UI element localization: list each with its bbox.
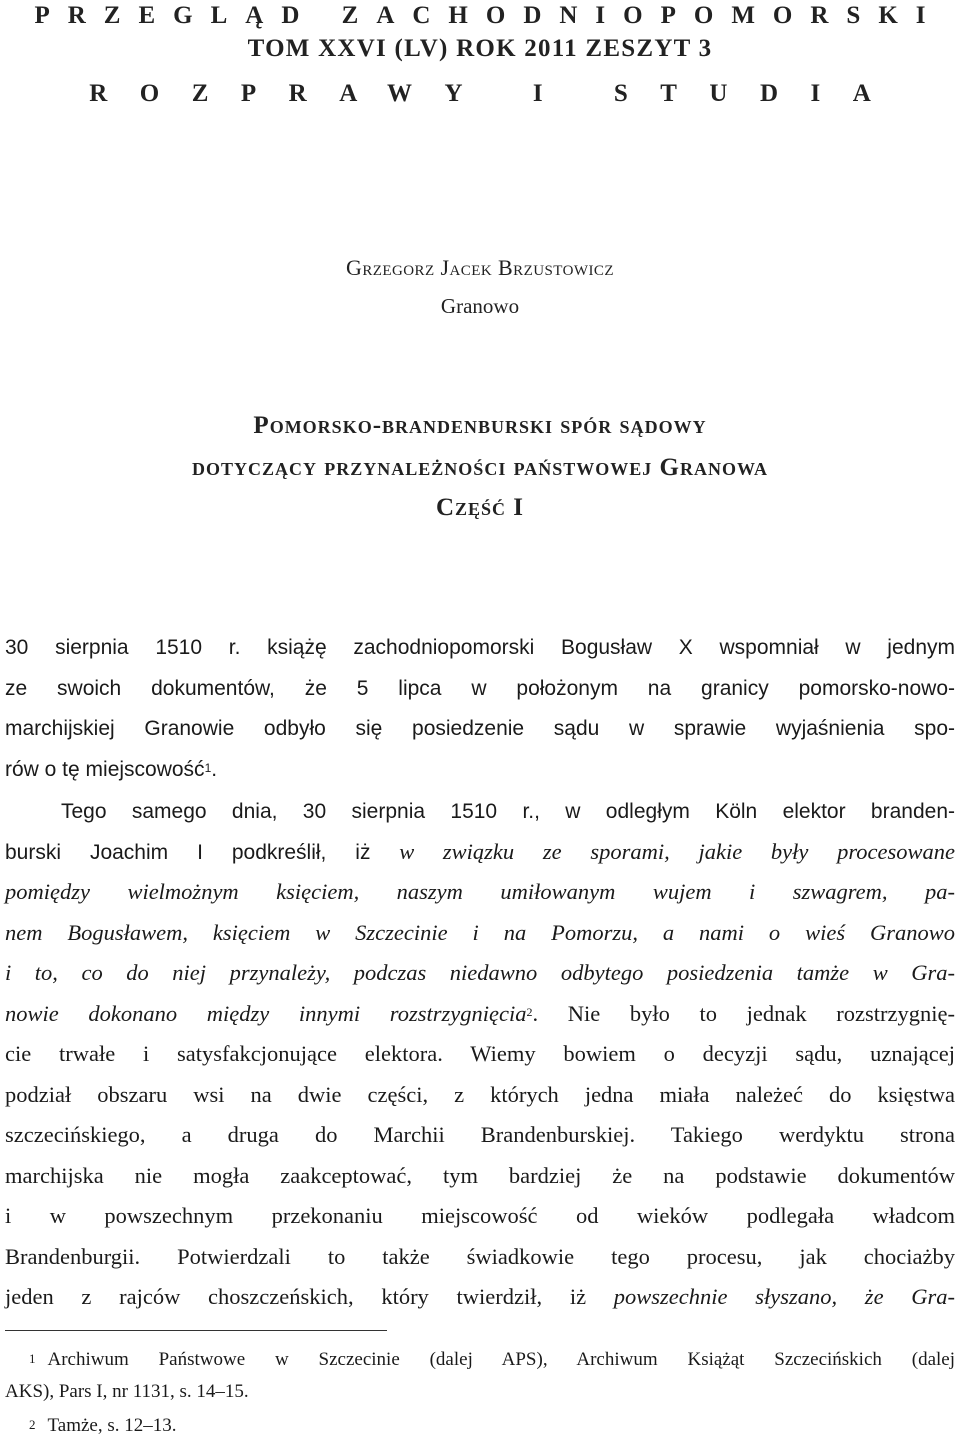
- article-part-label: Część I: [435, 494, 525, 521]
- paragraph-2-line: [5, 832, 955, 873]
- quote-line: nem Bogusławem, księciem w Szczecinie i na Pomorzu, a nami o wieś Granowo: [5, 919, 955, 945]
- author-affiliation: Granowo: [440, 294, 520, 318]
- paragraph-2-line: Brandenburgii. Potwierdzali to także świadkowie tego procesu, jak chociażby: [5, 1243, 955, 1269]
- paragraph-2: [5, 791, 955, 1318]
- footnote-2-number: 2: [29, 1417, 36, 1432]
- paragraph-2-text: cie trwałe i satysfakcjonujące elektora.: [5, 1041, 443, 1066]
- footnote-2-text: Tamże, s. 12–13.: [47, 1415, 177, 1436]
- footnote-2: [5, 1410, 955, 1442]
- paragraph-1-line: [5, 750, 955, 791]
- footnote-1-number: 1: [29, 1351, 36, 1366]
- paragraph-1-line: 30 sierpnia 1510 r. książę zachodniopomorski Bogusław X wspomniał w jednym: [5, 636, 955, 659]
- paragraph-2-text: jeden z rajców choszczeńskich, który twierdził, iż: [5, 1284, 587, 1309]
- section-heading: ROZPRAWY I STUDIA: [89, 80, 904, 107]
- footnote-ref-1[interactable]: 1: [204, 760, 212, 775]
- paragraph-2-line: [5, 1034, 955, 1075]
- article-title-line-2: dotyczący przynależności państwowej Granowa: [192, 454, 768, 481]
- paragraph-1: [5, 628, 955, 790]
- quote-text: w związku ze sporami, jakie były procesowane: [399, 838, 955, 864]
- journal-title: PRZEGLĄD ZACHODNIOPOMORSKI: [34, 2, 944, 29]
- article-title-line-1: Pomorsko-brandenburski spór sądowy: [253, 412, 707, 439]
- paragraph-1-text: rów o tę miejscowość: [5, 757, 205, 781]
- paragraph-2-line: podział obszaru wsi na dwie części, z których jedna miała należeć do księstwa: [5, 1081, 955, 1107]
- footnote-2-line: [5, 1410, 955, 1442]
- paragraph-2-text: burski Joachim I podkreślił, iż: [5, 840, 371, 864]
- paragraph-1-line: marchijskiej Granowie odbyło się posiedzenie sądu w sprawie wyjaśnienia spo-: [5, 717, 955, 740]
- quote-line: i to, co do niej przynależy, podczas niedawno odbytego posiedzenia tamże w Gra-: [5, 960, 955, 985]
- quote-text: nowie dokonano między innymi rozstrzygnięcia: [5, 1000, 527, 1026]
- paragraph-1-end: .: [211, 757, 218, 781]
- journal-volume: TOM XXVI (LV) ROK 2011 ZESZYT 3: [247, 35, 713, 62]
- author-name: Grzegorz Jacek Brzustowicz: [346, 255, 614, 280]
- quote-line: pomiędzy wielmożnym księciem, naszym umiłowanym wujem i szwagrem, pa-: [5, 879, 955, 904]
- paragraph-2-line: szczecińskiego, a druga do Marchii Brandenburskiej. Takiego werdyktu strona: [5, 1122, 955, 1147]
- paragraph-2-text: Wiemy bowiem o decyzji sądu, uznającej: [470, 1041, 956, 1066]
- quote-text: powszechnie słyszano, że Gra-: [613, 1284, 956, 1309]
- footnote-1: [5, 1344, 955, 1408]
- paragraph-2-line: [5, 994, 955, 1035]
- paragraph-2-text: , w odległym Köln elektor branden-: [534, 800, 955, 823]
- footnote-1-line: [5, 1344, 955, 1376]
- paragraph-2-text: . Nie było to jednak rozstrzygnię-: [532, 1000, 955, 1026]
- paragraph-2-text: Tego samego dnia, 30 sierpnia 1510 r.: [61, 800, 535, 823]
- footnote-ref-2[interactable]: 2: [526, 1004, 533, 1019]
- paragraph-1-line: ze swoich dokumentów, że 5 lipca w położonym na granicy pomorsko-nowo-: [5, 676, 955, 700]
- paragraph-2-line: [5, 1277, 955, 1318]
- footnote-1-line: AKS), Pars I, nr 1131, s. 14–15.: [5, 1381, 249, 1402]
- document-page: [5, 0, 955, 1445]
- footnote-separator: [5, 1330, 387, 1331]
- paragraph-2-line: [5, 791, 955, 832]
- paragraph-2-line: i w powszechnym przekonaniu miejscowość od wieków podlegała władcom: [5, 1203, 955, 1228]
- footnote-1-text: Archiwum Państwowe w Szczecinie (dalej APS), Archiwum Książąt Szczecińskich (dalej: [47, 1349, 955, 1370]
- paragraph-2-line: marchijska nie mogła zaakceptować, tym bardziej że na podstawie dokumentów: [5, 1162, 955, 1188]
